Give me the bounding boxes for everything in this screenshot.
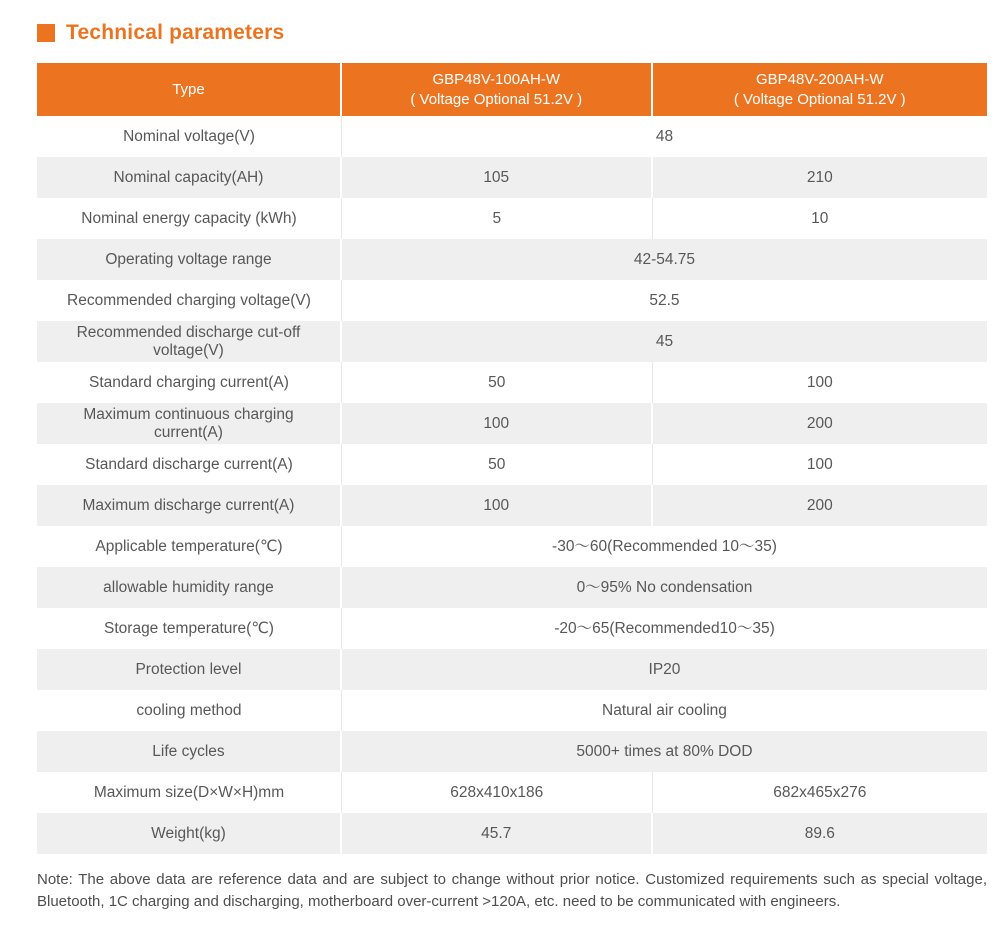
- row-label: Standard discharge current(A): [37, 444, 342, 485]
- table-row: [37, 690, 987, 731]
- row-label: Nominal energy capacity (kWh): [37, 198, 342, 239]
- table-row: [37, 444, 987, 485]
- row-label: Recommended discharge cut-off voltage(V): [37, 321, 342, 362]
- technical-parameters-table: [37, 63, 987, 854]
- table-row: [37, 362, 987, 403]
- row-value-shared: -20～65(Recommended10～35): [342, 608, 987, 649]
- product-1-name: GBP48V-100AH-W: [432, 71, 561, 88]
- table-row: [37, 608, 987, 649]
- row-label: cooling method: [37, 690, 342, 731]
- row-value-product-2: 100: [653, 362, 987, 403]
- table-row: [37, 116, 987, 157]
- row-value-shared: 5000+ times at 80% DOD: [342, 731, 987, 772]
- row-value-product-1: 628x410x186: [342, 772, 653, 813]
- row-label: Standard charging current(A): [37, 362, 342, 403]
- table-row: [37, 813, 987, 854]
- table-header-row: [37, 63, 987, 116]
- row-value-product-2: 89.6: [653, 813, 987, 854]
- row-value-product-1: 100: [342, 403, 653, 444]
- table-row: [37, 526, 987, 567]
- table-row: [37, 280, 987, 321]
- row-label: Applicable temperature(℃): [37, 526, 342, 567]
- row-value-shared: 52.5: [342, 280, 987, 321]
- row-value-product-1: 50: [342, 444, 653, 485]
- row-label: Nominal voltage(V): [37, 116, 342, 157]
- row-value-product-2: 10: [653, 198, 987, 239]
- title-bullet-icon: [37, 24, 55, 42]
- row-value-shared: IP20: [342, 649, 987, 690]
- row-value-shared: Natural air cooling: [342, 690, 987, 731]
- header-cell-product-1: [342, 63, 653, 116]
- row-label: Recommended charging voltage(V): [37, 280, 342, 321]
- table-row: [37, 239, 987, 280]
- table-row: [37, 649, 987, 690]
- row-label: Protection level: [37, 649, 342, 690]
- table-row: [37, 485, 987, 526]
- row-value-product-2: 210: [653, 157, 987, 198]
- row-label: Nominal capacity(AH): [37, 157, 342, 198]
- row-value-product-2: 100: [653, 444, 987, 485]
- product-2-voltage-option: ( Voltage Optional 51.2V ): [733, 90, 906, 108]
- product-1-voltage-option: ( Voltage Optional 51.2V ): [410, 90, 583, 108]
- row-value-product-2: 200: [653, 485, 987, 526]
- row-label: Maximum continuous charging current(A): [37, 403, 342, 444]
- table-row: [37, 772, 987, 813]
- header-cell-type: Type: [37, 63, 342, 116]
- table-row: [37, 731, 987, 772]
- row-value-product-1: 100: [342, 485, 653, 526]
- row-label: Maximum discharge current(A): [37, 485, 342, 526]
- section-header: [37, 18, 987, 48]
- row-value-shared: -30～60(Recommended 10～35): [342, 526, 987, 567]
- row-value-product-1: 105: [342, 157, 653, 198]
- row-value-product-2: 682x465x276: [653, 772, 987, 813]
- table-row: [37, 321, 987, 362]
- product-2-name: GBP48V-200AH-W: [756, 71, 884, 88]
- row-label: Storage temperature(℃): [37, 608, 342, 649]
- row-label: allowable humidity range: [37, 567, 342, 608]
- table-row: [37, 157, 987, 198]
- table-row: [37, 567, 987, 608]
- row-value-shared: 45: [342, 321, 987, 362]
- row-value-product-2: 200: [653, 403, 987, 444]
- header-cell-product-2: [653, 63, 987, 116]
- row-value-product-1: 50: [342, 362, 653, 403]
- row-label: Weight(kg): [37, 813, 342, 854]
- row-label: Life cycles: [37, 731, 342, 772]
- table-row: [37, 403, 987, 444]
- row-value-shared: 48: [342, 116, 987, 157]
- row-label: Operating voltage range: [37, 239, 342, 280]
- row-value-shared: 42-54.75: [342, 239, 987, 280]
- note-text: Note: The above data are reference data and are subject to change without prior notice. Customized requirements such as special voltage, Bluetooth, 1C charging and discharging, motherboard over-current >120A, etc. need to be communicated with engineers.: [37, 871, 987, 910]
- row-value-shared: 0～95% No condensation: [342, 567, 987, 608]
- row-label: Maximum size(D×W×H)mm: [37, 772, 342, 813]
- page-title: Technical parameters: [66, 21, 285, 44]
- row-value-product-1: 5: [342, 198, 653, 239]
- row-value-product-1: 45.7: [342, 813, 653, 854]
- table-row: [37, 198, 987, 239]
